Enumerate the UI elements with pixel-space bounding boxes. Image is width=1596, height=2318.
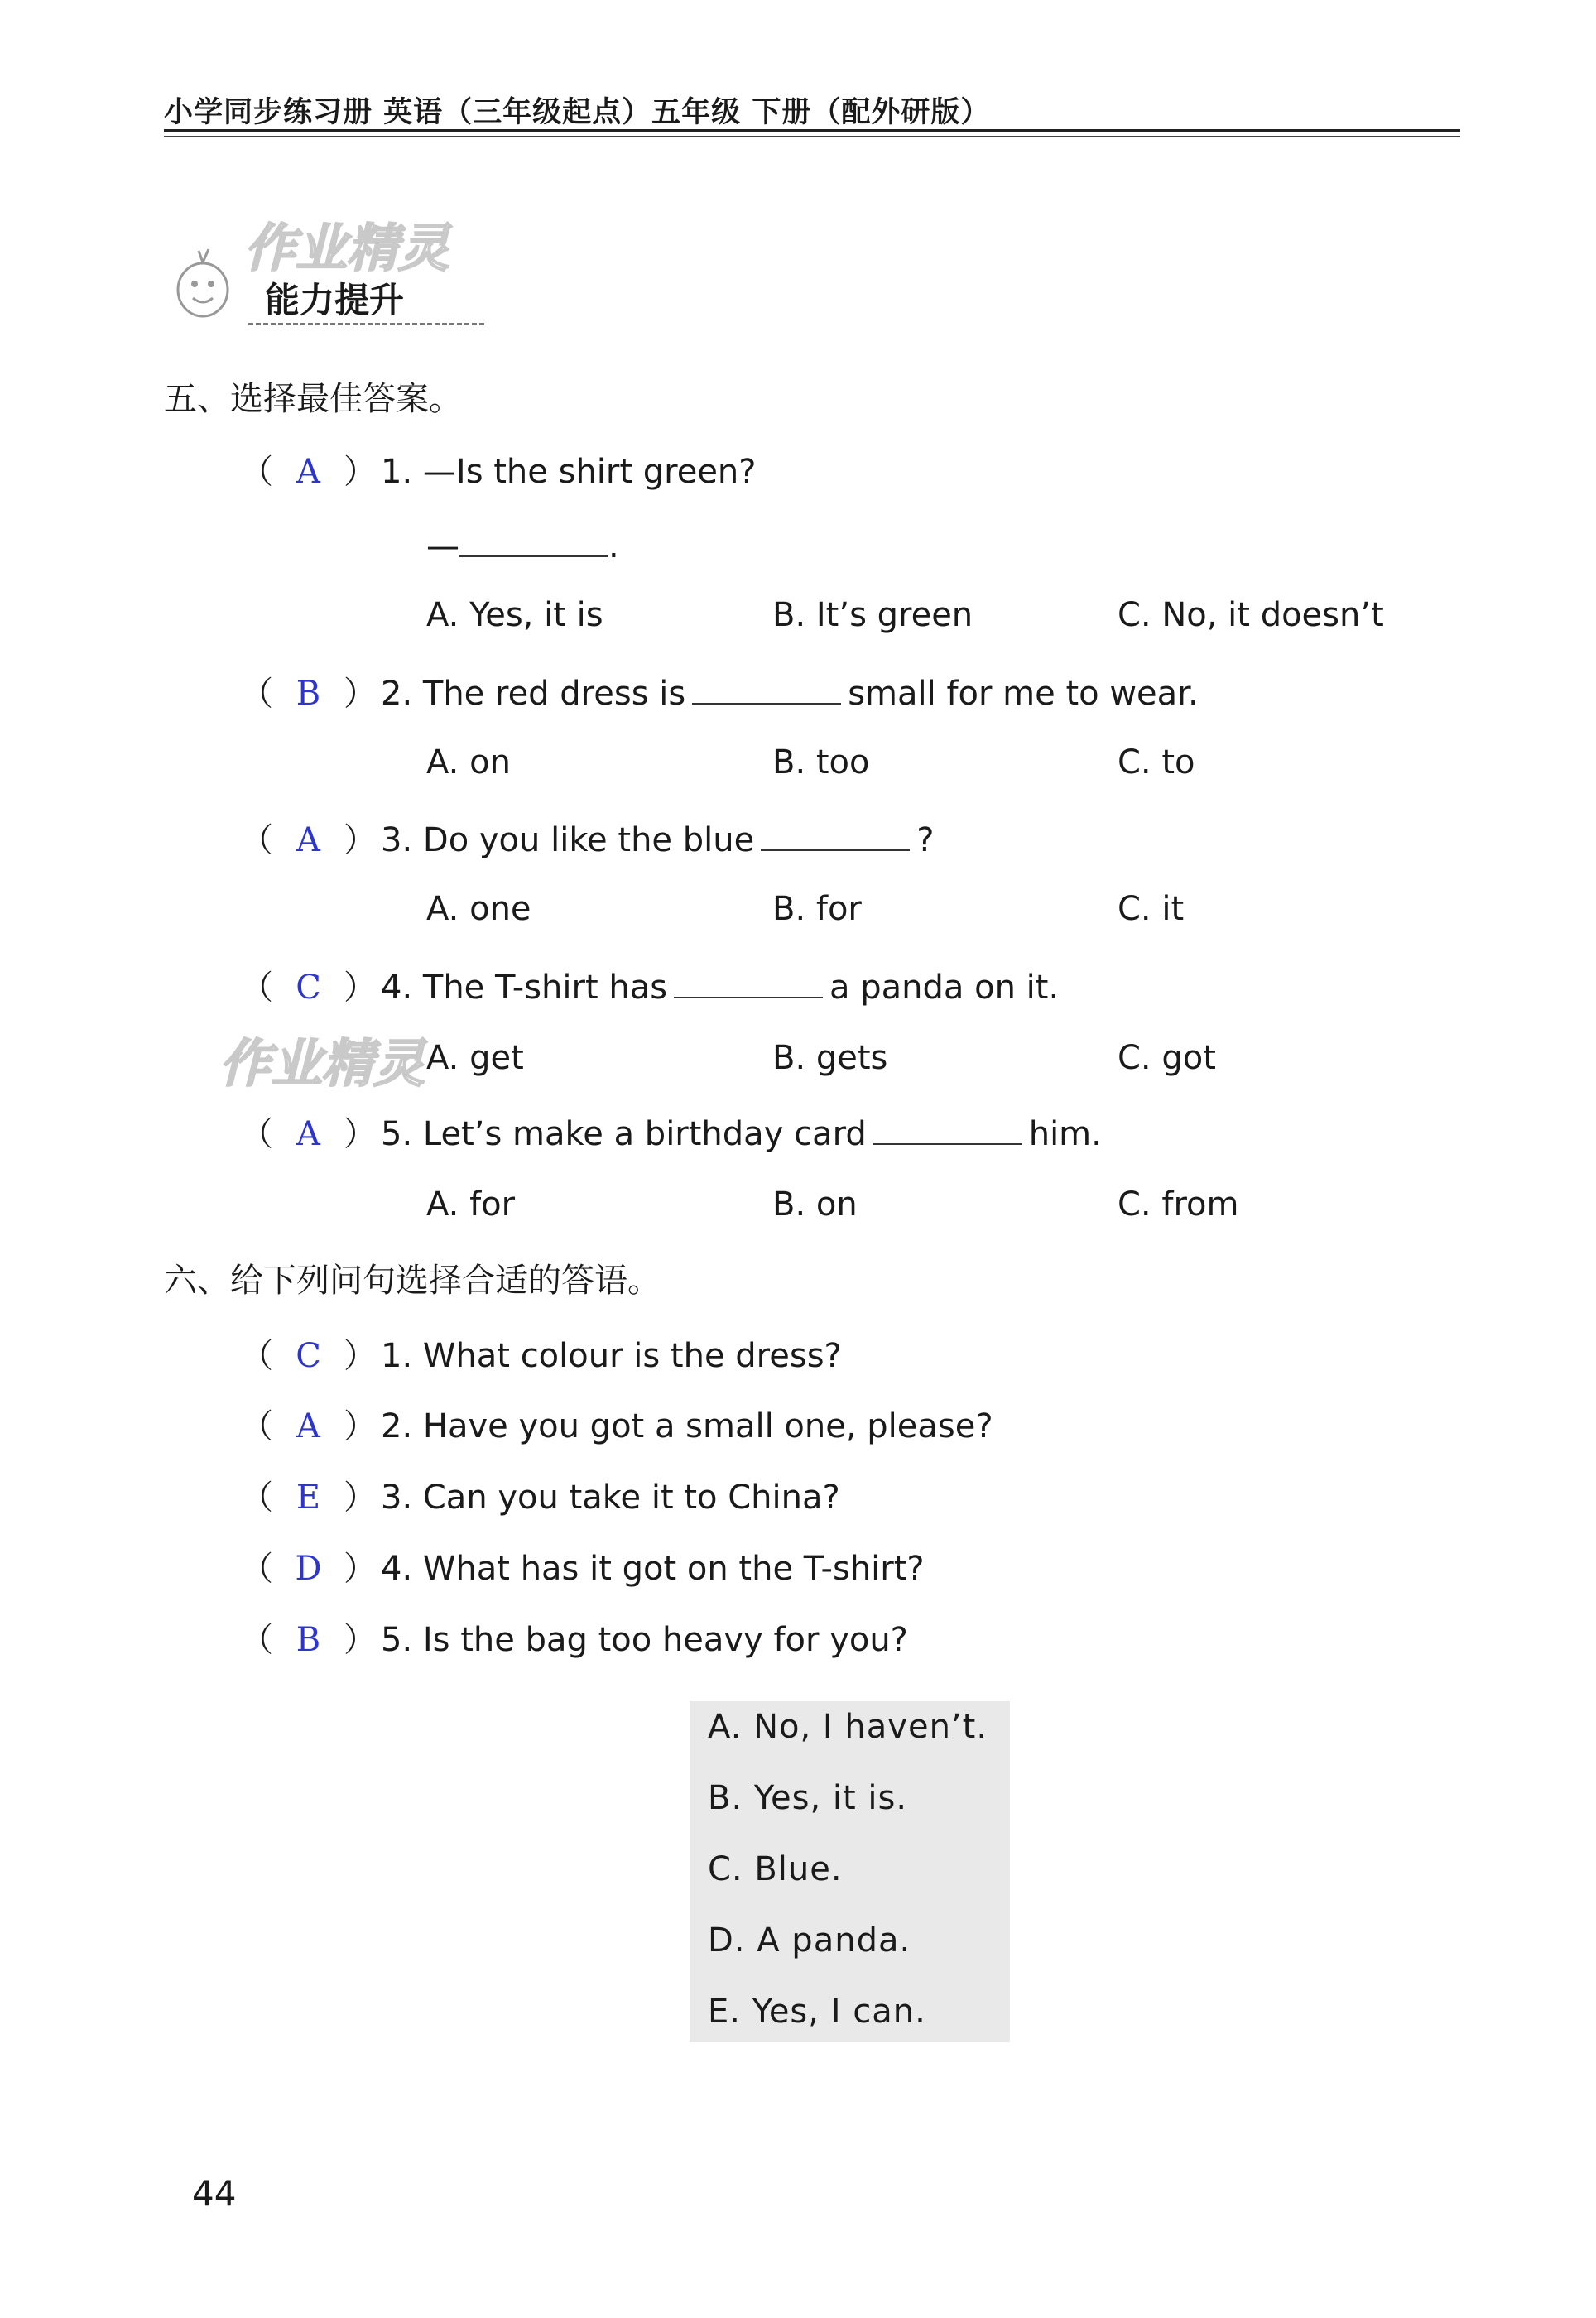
option: B. on <box>772 1185 858 1224</box>
answer-choice: D. A panda. <box>708 1921 911 1960</box>
mascot-icon <box>166 244 240 327</box>
s6-question-4: （ D ） 4. What has it got on the T-shirt? <box>240 1550 925 1588</box>
option: B. gets <box>772 1039 888 1077</box>
section6-title: 六、给下列问句选择合适的答语。 <box>164 1262 661 1300</box>
option: C. to <box>1118 743 1195 781</box>
s5-question-1-reply: — . <box>426 522 619 571</box>
page-number: 44 <box>192 2173 237 2214</box>
section-banner-label: 能力提升 <box>265 280 405 320</box>
header-title: 小学同步练习册 英语（三年级起点）五年级 下册（配外研版） <box>164 96 991 129</box>
s5-question-5: （ A ） 5. Let’s make a birthday card him. <box>240 1109 1102 1159</box>
section5-title: 五、选择最佳答案。 <box>164 380 462 418</box>
option: A. on <box>426 743 511 781</box>
option: C. it <box>1118 890 1185 928</box>
header-rule <box>164 129 1460 132</box>
s6-question-2: （ A ） 2. Have you got a small one, please? <box>240 1407 993 1445</box>
banner-underline <box>248 323 484 325</box>
watermark: 作业精灵 <box>244 218 450 278</box>
s5-question-3: （ A ） 3. Do you like the blue ? <box>240 815 934 865</box>
option: A. get <box>426 1039 524 1077</box>
s5-question-4: （ C ） 4. The T-shirt has a panda on it. <box>240 963 1059 1012</box>
s6-question-3: （ E ） 3. Can you take it to China? <box>240 1479 840 1517</box>
header-rule-thin <box>164 136 1460 137</box>
answer-choice: C. Blue. <box>708 1850 843 1888</box>
option: A. one <box>426 890 531 928</box>
s5-question-1: （ A ） 1. —Is the shirt green? <box>240 447 757 497</box>
answer-choice: A. No, I haven’t. <box>708 1708 988 1746</box>
answer-choice: E. Yes, I can. <box>708 1993 926 2031</box>
s5-question-2: （ B ） 2. The red dress is small for me to wear. <box>240 669 1199 719</box>
s6-question-5: （ B ） 5. Is the bag too heavy for you? <box>240 1621 908 1659</box>
option: A. Yes, it is <box>426 596 603 634</box>
option: C. No, it doesn’t <box>1118 596 1384 634</box>
option: A. for <box>426 1185 516 1224</box>
watermark: 作业精灵 <box>219 1033 425 1094</box>
option: B. for <box>772 890 862 928</box>
answer-choice: B. Yes, it is. <box>708 1779 908 1817</box>
s6-question-1: （ C ） 1. What colour is the dress? <box>240 1337 842 1375</box>
option: B. too <box>772 743 870 781</box>
option: C. from <box>1118 1185 1239 1224</box>
option: B. It’s green <box>772 596 973 634</box>
answer-mark: A <box>296 453 320 491</box>
option: C. got <box>1118 1039 1216 1077</box>
